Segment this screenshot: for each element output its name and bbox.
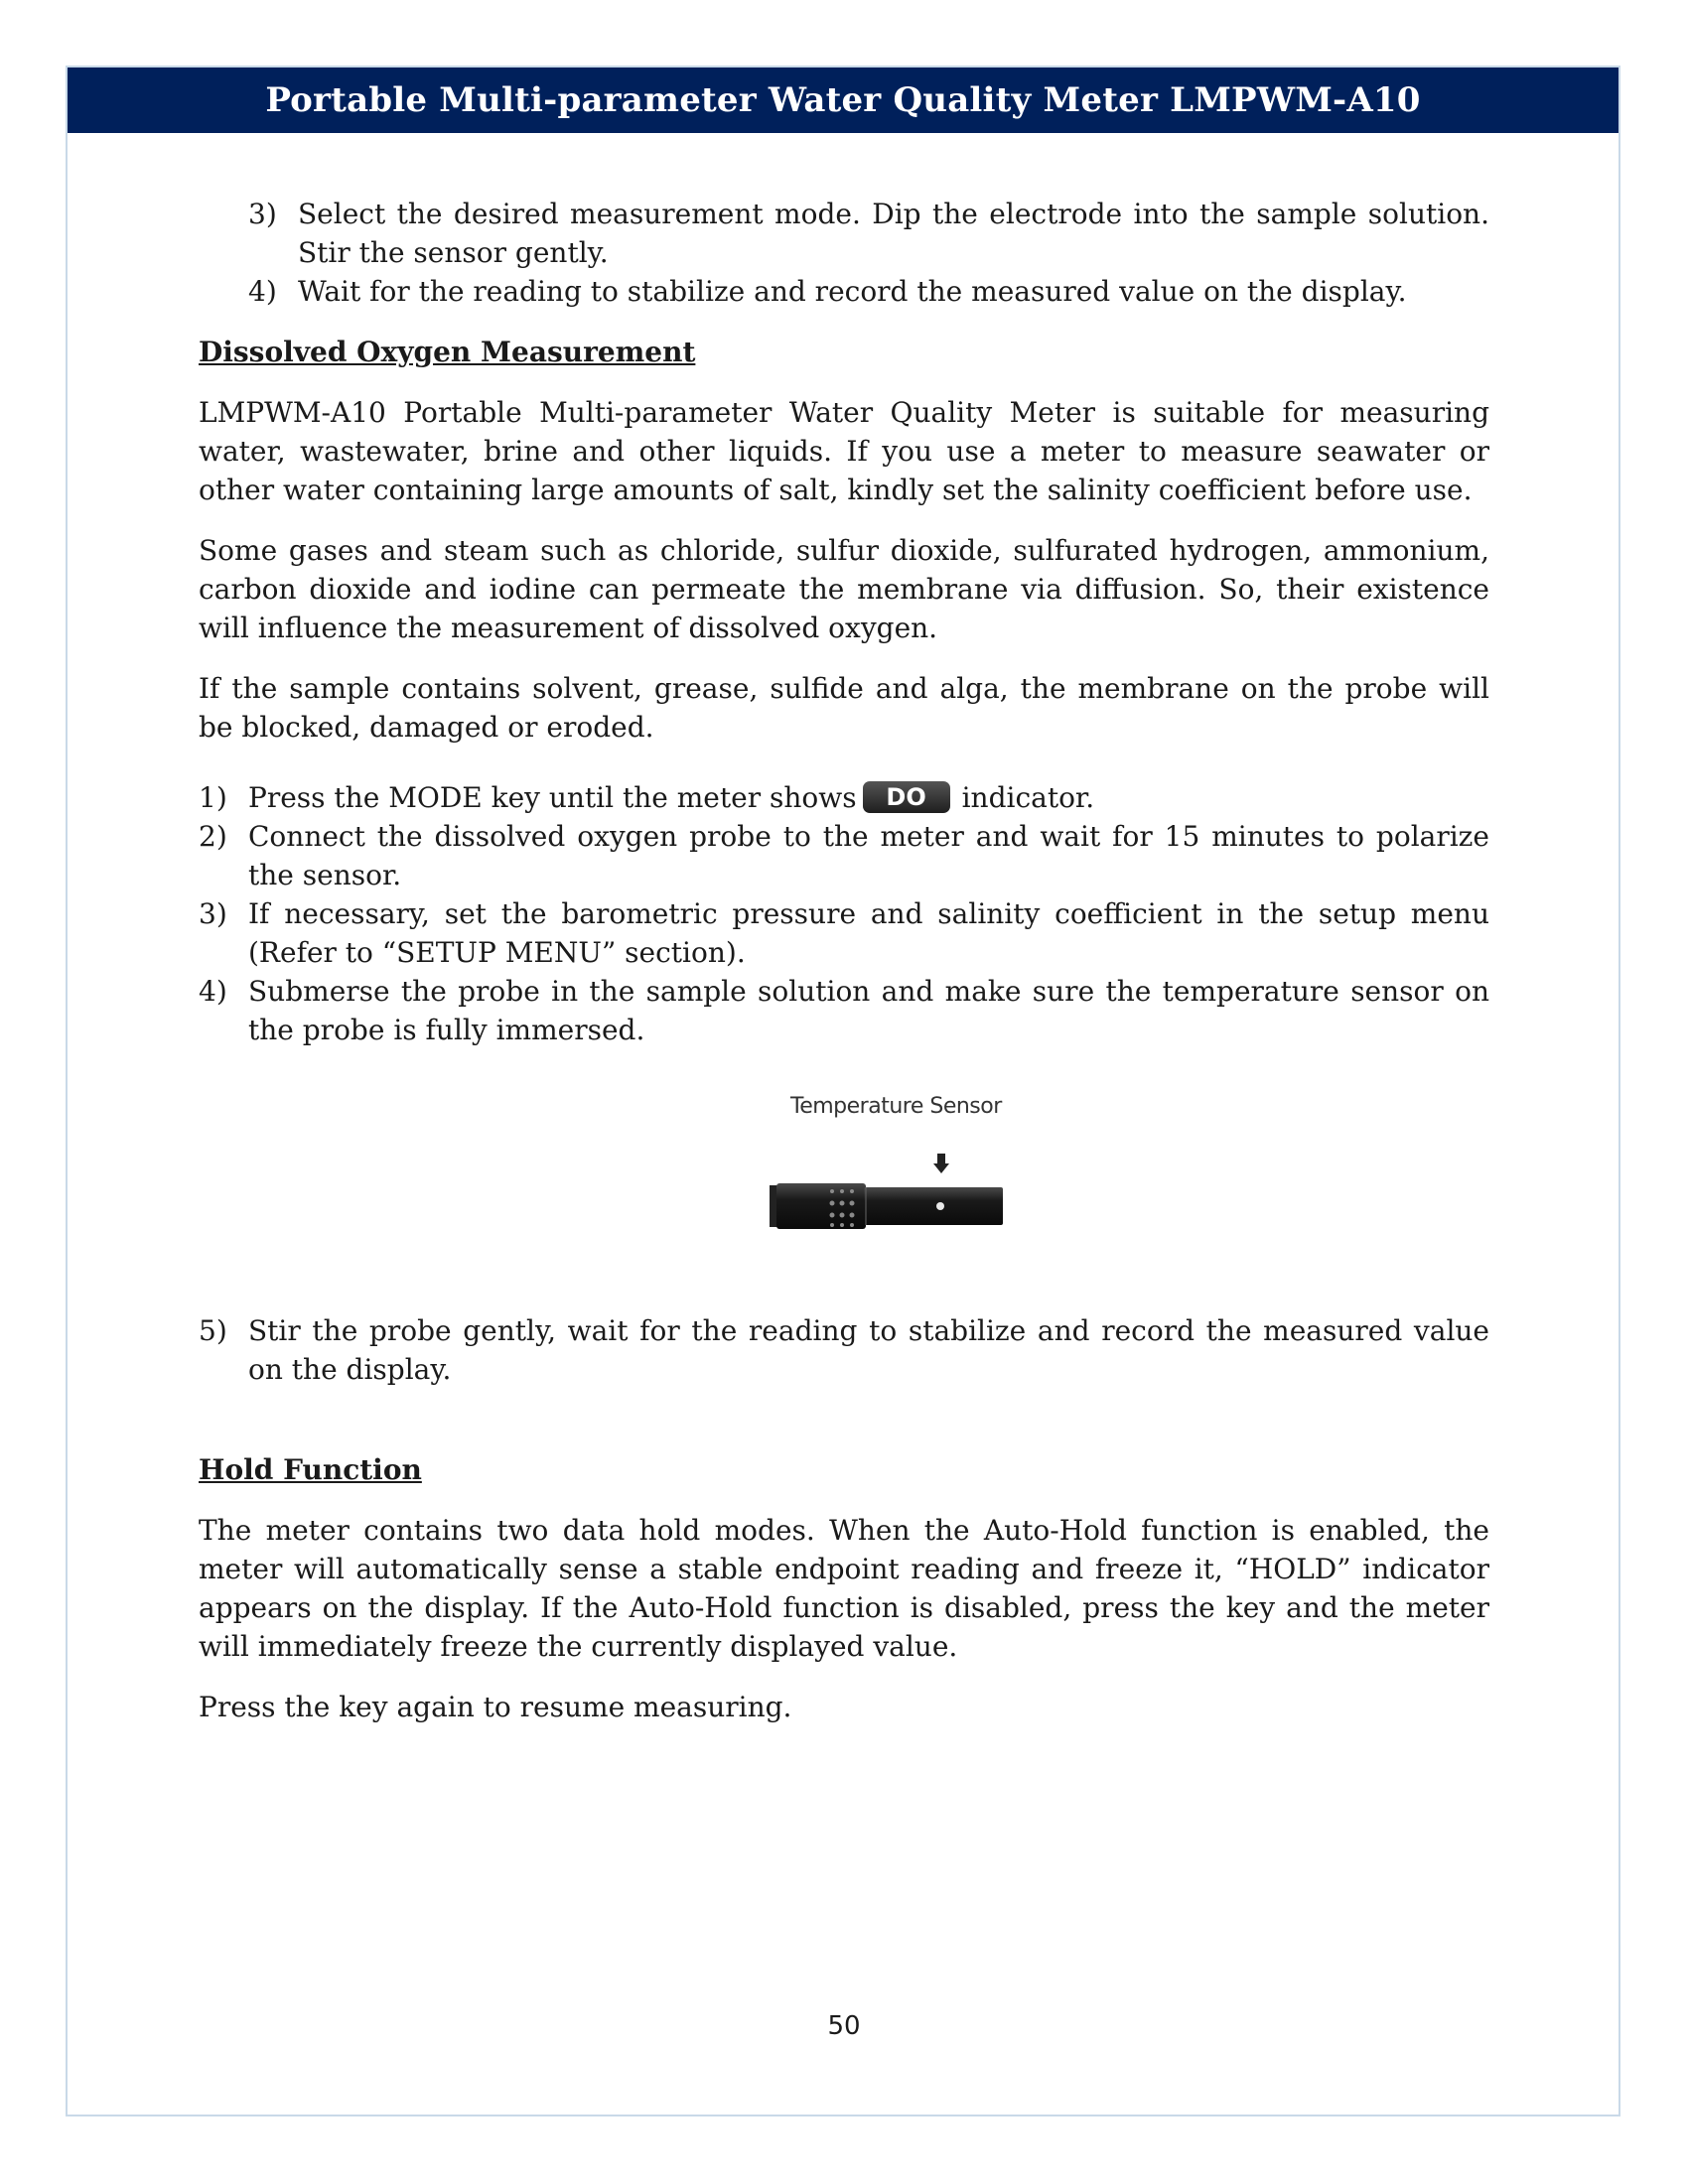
step-number: 4)	[248, 275, 277, 308]
section-heading-dissolved-oxygen: Dissolved Oxygen Measurement	[199, 336, 696, 368]
do-steps-list	[199, 778, 1489, 1049]
do-step5-list	[199, 1311, 1489, 1389]
step-number: 4)	[199, 975, 227, 1008]
step-number: 3)	[199, 897, 227, 930]
list-item	[248, 195, 1489, 272]
step-text-before: Press the MODE key until the meter shows	[248, 781, 857, 814]
step-number: 2)	[199, 820, 227, 853]
page-header	[68, 68, 1618, 133]
list-item	[199, 1311, 1489, 1389]
step-text: Submerse the probe in the sample solution and make sure the temperature sensor on the probe is fully immersed.	[248, 975, 1489, 1046]
list-item	[248, 272, 1489, 311]
paragraph: Press the key again to resume measuring.	[199, 1691, 792, 1723]
page-number: 50	[827, 2011, 861, 2041]
list-item	[199, 817, 1489, 894]
header-title: Portable Multi-parameter Water Quality Meter LMPWM-A10	[265, 80, 1421, 120]
paragraph: If the sample contains solvent, grease, sulfide and alga, the membrane on the probe will be blocked, damaged or eroded.	[199, 672, 1489, 744]
list-item	[199, 778, 1489, 817]
page-content	[199, 195, 1489, 1726]
paragraph: LMPWM-A10 Portable Multi-parameter Water Quality Meter is suitable for measuring water, wastewater, brine and other liquids. If you use a meter to measure seawater or other water containing large amounts of salt, kindly set the salinity coefficient before use.	[199, 396, 1489, 506]
step-text: Connect the dissolved oxygen probe to the meter and wait for 15 minutes to polarize the sensor.	[248, 820, 1489, 891]
paragraph: The meter contains two data hold modes. When the Auto-Hold function is enabled, the meter will automatically sense a stable endpoint reading and freeze it, “HOLD” indicator appears on the display. If the Auto-Hold function is disabled, press the key and the meter will immediately freeze the currently displayed value.	[199, 1514, 1489, 1663]
step-text: If necessary, set the barometric pressure and salinity coefficient in the setup menu (Refer to “SETUP MENU” section).	[248, 897, 1489, 969]
step-text: Select the desired measurement mode. Dip the electrode into the sample solution. Stir the sensor gently.	[298, 198, 1489, 269]
probe-figure	[765, 1088, 1023, 1247]
do-indicator-icon: DO	[863, 781, 950, 813]
section-heading-hold-function: Hold Function	[199, 1453, 422, 1486]
step-number: 3)	[248, 198, 277, 230]
step-text-after: indicator.	[961, 781, 1095, 814]
paragraph: Some gases and steam such as chloride, sulfur dioxide, sulfurated hydrogen, ammonium, carbon dioxide and iodine can permeate the membrane via diffusion. So, their existence will influence the measurement of dissolved oxygen.	[199, 534, 1489, 644]
step-text: Stir the probe gently, wait for the reading to stabilize and record the measured value on the display.	[248, 1314, 1489, 1386]
step-number: 5)	[199, 1314, 227, 1347]
step-text	[248, 778, 1489, 817]
list-item	[199, 972, 1489, 1049]
steps-top-list	[199, 195, 1489, 311]
list-item	[199, 894, 1489, 972]
step-number: 1)	[199, 781, 227, 814]
figure-caption: Temperature Sensor	[790, 1094, 1002, 1119]
step-text: Wait for the reading to stabilize and record the measured value on the display.	[298, 275, 1407, 308]
